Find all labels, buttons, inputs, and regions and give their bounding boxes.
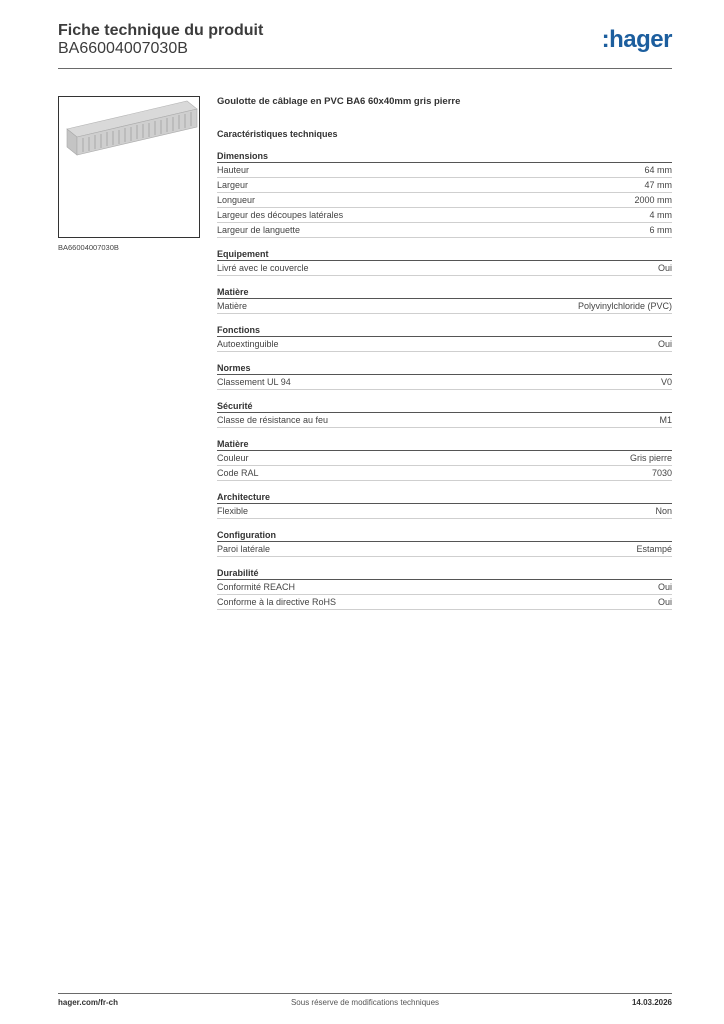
spec-label: Matière <box>217 301 248 311</box>
spec-row <box>217 451 672 466</box>
spec-row <box>217 595 672 610</box>
spec-row <box>217 208 672 223</box>
section-heading: Dimensions <box>217 150 672 163</box>
spec-section <box>217 286 672 314</box>
spec-value: 4 mm <box>649 210 672 220</box>
spec-label: Conforme à la directive RoHS <box>217 597 337 607</box>
spec-row <box>217 299 672 314</box>
spec-label: Classe de résistance au feu <box>217 415 329 425</box>
section-heading: Configuration <box>217 529 672 542</box>
spec-label: Largeur des découpes latérales <box>217 210 344 220</box>
header-divider <box>58 68 672 69</box>
footer-website-link[interactable]: hager.com/fr-ch <box>58 998 119 1007</box>
spec-value: 7030 <box>651 468 672 478</box>
spec-section <box>217 491 672 519</box>
spec-value: 47 mm <box>644 180 672 190</box>
spec-row <box>217 504 672 519</box>
product-image <box>58 96 200 238</box>
spec-row <box>217 466 672 481</box>
spec-value: Oui <box>657 582 672 592</box>
spec-section <box>217 438 672 481</box>
cable-duct-icon <box>59 97 199 237</box>
spec-row <box>217 193 672 208</box>
spec-label: Autoextinguible <box>217 339 279 349</box>
spec-value: Gris pierre <box>629 453 672 463</box>
section-heading: Matière <box>217 286 672 299</box>
spec-label: Code RAL <box>217 468 259 478</box>
spec-value: Oui <box>657 263 672 273</box>
spec-label: Conformité REACH <box>217 582 296 592</box>
spec-value: 64 mm <box>644 165 672 175</box>
spec-value: 6 mm <box>649 225 672 235</box>
product-reference: BA66004007030B <box>58 40 188 57</box>
spec-section <box>217 150 672 238</box>
spec-row <box>217 163 672 178</box>
spec-value: Non <box>655 506 672 516</box>
document-title: Fiche technique du produit <box>58 22 264 39</box>
footer-divider <box>58 993 672 994</box>
spec-row <box>217 580 672 595</box>
section-heading: Equipement <box>217 248 672 261</box>
section-heading: Durabilité <box>217 567 672 580</box>
spec-label: Largeur <box>217 180 249 190</box>
document-header <box>58 20 672 66</box>
image-caption: BA66004007030B <box>58 243 119 252</box>
footer-disclaimer: Sous réserve de modifications techniques <box>290 998 440 1007</box>
spec-section <box>217 362 672 390</box>
spec-row <box>217 178 672 193</box>
specifications-list <box>217 150 672 610</box>
spec-value: Oui <box>657 339 672 349</box>
spec-value: V0 <box>660 377 672 387</box>
spec-row <box>217 413 672 428</box>
spec-row <box>217 261 672 276</box>
spec-row <box>217 223 672 238</box>
spec-label: Livré avec le couvercle <box>217 263 309 273</box>
section-heading: Sécurité <box>217 400 672 413</box>
section-heading: Matière <box>217 438 672 451</box>
section-heading: Normes <box>217 362 672 375</box>
hager-logo: :hager <box>601 26 672 53</box>
spec-label: Couleur <box>217 453 249 463</box>
spec-label: Hauteur <box>217 165 250 175</box>
spec-section <box>217 324 672 352</box>
section-heading: Fonctions <box>217 324 672 337</box>
specifications-title: Caractéristiques techniques <box>217 129 338 139</box>
product-title: Goulotte de câblage en PVC BA6 60x40mm gris pierre <box>217 96 461 107</box>
spec-label: Paroi latérale <box>217 544 271 554</box>
spec-value: 2000 mm <box>634 195 672 205</box>
spec-value: M1 <box>659 415 672 425</box>
spec-section <box>217 248 672 276</box>
spec-label: Flexible <box>217 506 249 516</box>
spec-row <box>217 542 672 557</box>
spec-row <box>217 375 672 390</box>
document-footer <box>58 998 672 1010</box>
product-details <box>217 95 672 610</box>
spec-value: Oui <box>657 597 672 607</box>
spec-section <box>217 529 672 557</box>
section-heading: Architecture <box>217 491 672 504</box>
spec-label: Largeur de languette <box>217 225 301 235</box>
spec-value: Estampé <box>636 544 672 554</box>
spec-row <box>217 337 672 352</box>
spec-label: Longueur <box>217 195 256 205</box>
spec-label: Classement UL 94 <box>217 377 291 387</box>
spec-section <box>217 567 672 610</box>
spec-section <box>217 400 672 428</box>
spec-value: Polyvinylchloride (PVC) <box>577 301 672 311</box>
footer-date: 14.03.2026 <box>631 998 672 1007</box>
